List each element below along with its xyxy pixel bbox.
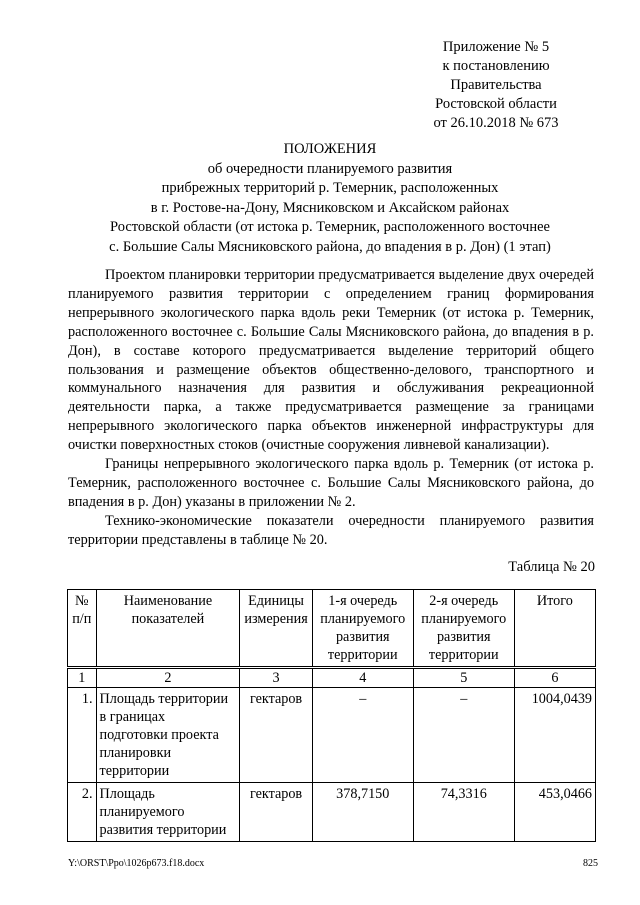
- row-number: 1.: [68, 688, 97, 783]
- row-stage-2: 74,3316: [413, 783, 514, 842]
- header-stage-2: 2-я очередь планируемого развития территории: [413, 590, 514, 668]
- table-index-row: [68, 668, 596, 688]
- appendix-line: к постановлению: [442, 58, 550, 74]
- title-line: об очередности планируемого развития: [207, 160, 453, 177]
- row-unit: гектаров: [240, 783, 312, 842]
- appendix-line: Ростовской области: [435, 96, 557, 112]
- body-text: [68, 266, 594, 550]
- title-line: в г. Ростове-на-Дону, Мясниковском и Аксайском районах: [150, 199, 510, 216]
- row-stage-1: –: [312, 688, 413, 783]
- body-paragraph: Границы непрерывного экологического парка вдоль р. Темерник (от истока р. Темерник, расположенного восточнее с. Большие Салы Мясниковского района, до впадения в р. Дон) указаны в приложении № 2.: [68, 456, 594, 510]
- table-header-row: [68, 590, 596, 668]
- footer-page-number: 825: [583, 858, 598, 869]
- index-cell: 1: [68, 668, 97, 688]
- title-line: Ростовской области (от истока р. Темерник, расположенного восточнее: [110, 219, 550, 235]
- body-paragraph: Технико-экономические показатели очередности планируемого развития территории представлены в таблице № 20.: [68, 512, 594, 548]
- body-paragraph: Проектом планировки территории предусматривается выделение двух очередей планируемого развития территории с определением границ формирования непрерывного экологического парка вдоль реки Темерник (от истока р. Темерник, расположенного восточнее с. Большие Салы Мясниковского района, до впадения в р. Дон), в составе которого предусматривается выделение территорий общего пользования и размещение объектов общественно-делового, транспортного и коммунального назначения для развития и обслуживания рекреационной деятельности парка, а также предусматривается размещение за границами непрерывного экологического парка объектов инженерной инфраструктуры для очистки поверхностных стоков (очистные сооружения ливневой канализации).: [68, 267, 594, 454]
- table-row: [68, 688, 596, 783]
- index-cell: 5: [413, 668, 514, 688]
- row-unit: гектаров: [240, 688, 312, 783]
- header-name: Наименование показателей: [96, 590, 240, 668]
- header-stage-1: 1-я очередь планируемого развития территории: [312, 590, 413, 668]
- title-heading: ПОЛОЖЕНИЯ: [283, 141, 377, 157]
- appendix-block: [396, 38, 596, 133]
- indicators-table: [67, 589, 596, 842]
- appendix-line: от 26.10.2018 № 673: [433, 115, 559, 131]
- index-cell: 2: [96, 668, 240, 688]
- title-line: с. Большие Салы Мясниковского района, до впадения в р. Дон) (1 этап): [109, 238, 551, 255]
- row-number: 2.: [68, 783, 97, 842]
- footer-file-path: Y:\ORST\Ppo\1026p673.f18.docx: [68, 858, 205, 869]
- row-stage-1: 378,7150: [312, 783, 413, 842]
- table-caption: Таблица № 20: [508, 559, 595, 575]
- row-total: 1004,0439: [514, 688, 595, 783]
- document-title: [70, 140, 590, 257]
- header-total: Итого: [514, 590, 595, 668]
- row-total: 453,0466: [514, 783, 595, 842]
- index-cell: 6: [514, 668, 595, 688]
- index-cell: 3: [240, 668, 312, 688]
- header-unit: Единицы измерения: [240, 590, 312, 668]
- row-name: Площадь территории в границах подготовки проекта планировки территории: [96, 688, 240, 783]
- table-row: [68, 783, 596, 842]
- header-number: № п/п: [68, 590, 97, 668]
- row-stage-2: –: [413, 688, 514, 783]
- index-cell: 4: [312, 668, 413, 688]
- title-line: прибрежных территорий р. Темерник, расположенных: [161, 180, 499, 196]
- row-name: Площадь планируемого развития территории: [96, 783, 240, 842]
- appendix-line: Правительства: [450, 77, 542, 93]
- appendix-line: Приложение № 5: [442, 39, 550, 55]
